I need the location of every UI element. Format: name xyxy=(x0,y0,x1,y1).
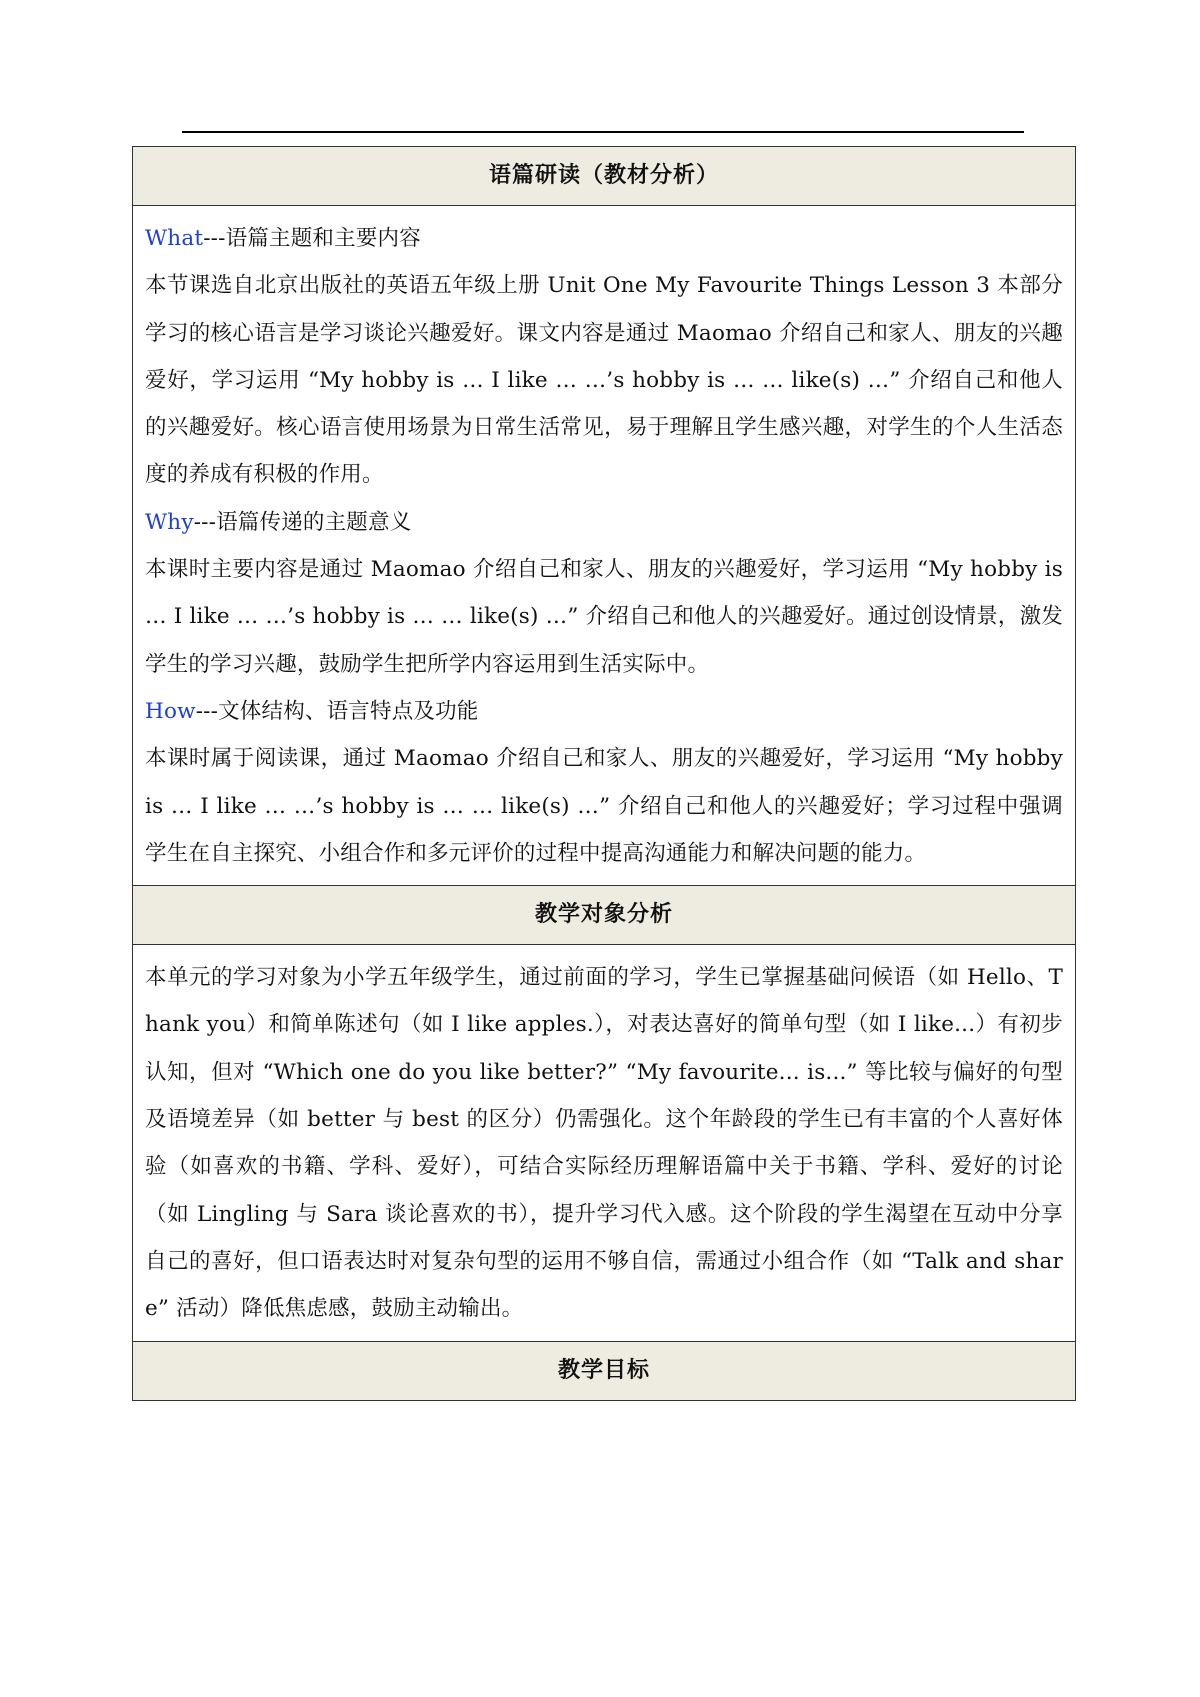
student-analysis-paragraph: 本单元的学习对象为小学五年级学生，通过前面的学习，学生已掌握基础问候语（如 Hello、Thank you）和简单陈述句（如 I like apples.），对表达喜好的简单句型（如 I like...）有初步认知，但对 “Which one do you like better?” “My favourite... is...” 等比较与偏好的句型及语境差异（如 better 与 best 的区分）仍需强化。这个年龄段的学生已有丰富的个人喜好体验（如喜欢的书籍、学科、爱好），可结合实际经历理解语篇中关于书籍、学科、爱好的讨论（如 Lingling 与 Sara 谈论喜欢的书），提升学习代入感。这个阶段的学生渴望在互动中分享自己的喜好，但口语表达时对复杂句型的运用不够自信，需通过小组合作（如 “Talk and share” 活动）降低焦虑感，鼓励主动输出。 xyxy=(145,965,1063,1322)
how-paragraph: 本课时属于阅读课，通过 Maomao 介绍自己和家人、朋友的兴趣爱好，学习运用 “My hobby is … I like … …’s hobby is … … like(s) …” 介绍自己和他人的兴趣爱好；学习过程中强调学生在自主探究、小组合作和多元评价的过程中提高沟通能力和解决问题的能力。 xyxy=(145,746,1063,866)
how-subtitle: ---文体结构、语言特点及功能 xyxy=(195,698,479,724)
header-rule xyxy=(182,131,1024,133)
why-paragraph: 本课时主要内容是通过 Maomao 介绍自己和家人、朋友的兴趣爱好，学习运用 “My hobby is … I like … …’s hobby is … … like(s) …” 介绍自己和他人的兴趣爱好。通过创设情景，激发学生的学习兴趣，鼓励学生把所学内容运用到生活实际中。 xyxy=(145,557,1063,677)
section-heading-student-analysis: 教学对象分析 xyxy=(133,886,1076,945)
why-subheading xyxy=(145,499,1063,546)
student-analysis-cell xyxy=(133,945,1076,1341)
text-analysis-cell xyxy=(133,206,1076,886)
how-subheading xyxy=(145,688,1063,735)
how-keyword: How xyxy=(145,698,196,724)
what-subtitle: ---语篇主题和主要内容 xyxy=(203,226,421,251)
section-heading-text-analysis: 语篇研读（教材分析） xyxy=(133,147,1076,206)
why-keyword: Why xyxy=(145,509,194,535)
section-heading-teaching-goals: 教学目标 xyxy=(133,1341,1076,1400)
what-subheading xyxy=(145,215,1063,262)
lesson-plan-table xyxy=(132,146,1076,1401)
what-keyword: What xyxy=(145,226,204,251)
why-subtitle: ---语篇传递的主题意义 xyxy=(193,509,412,535)
what-paragraph: 本节课选自北京出版社的英语五年级上册 Unit One My Favourite Things Lesson 3 本部分学习的核心语言是学习谈论兴趣爱好。课文内容是通过 Maomao 介绍自己和家人、朋友的兴趣爱好，学习运用 “My hobby is … I like … …’s hobby is … … like(s) …” 介绍自己和他人的兴趣爱好。核心语言使用场景为日常生活常见，易于理解且学生感兴趣，对学生的个人生活态度的养成有积极的作用。 xyxy=(145,273,1063,488)
